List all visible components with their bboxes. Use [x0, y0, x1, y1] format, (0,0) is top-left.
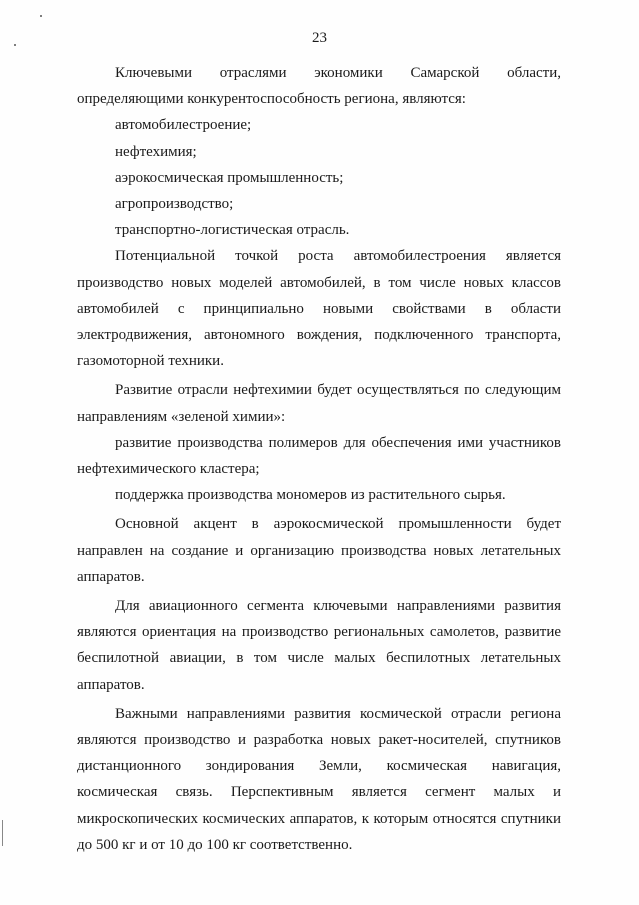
document-body — [77, 60, 561, 858]
list-item-aerospace: аэрокосмическая промышленность; — [115, 169, 344, 186]
page-number: 23 — [312, 30, 327, 46]
scan-edge-mark — [2, 820, 3, 846]
list-item-logistics: транспортно-логистическая отрасль. — [115, 222, 350, 239]
paragraph-petrochemistry: Развитие отрасли нефтехимии будет осуществляться по следующим направлениям «зеленой химии»: — [77, 382, 561, 425]
list-item-agriculture: агропроизводство; — [115, 196, 234, 213]
paragraph-key-industries: Ключевыми отраслями экономики Самарской области, определяющими конкурентоспособность региона, являются: — [77, 65, 561, 108]
paragraph-automotive-growth: Потенциальной точкой роста автомобилестроения является производство новых моделей автомобилей, в том числе новых классов автомобилей с принципиально новыми свойствами в области электродвижения, автономного вождения, подключенного транспорта, газомоторной техники. — [77, 248, 561, 370]
list-item-automotive: автомобилестроение; — [115, 117, 252, 134]
scan-speck — [40, 15, 42, 17]
list-item-petrochemistry: нефтехимия; — [115, 143, 197, 160]
list-item-monomers: поддержка производства мономеров из растительного сырья. — [115, 487, 506, 504]
list-item-polymers: развитие производства полимеров для обеспечения ими участников нефтехимического кластера; — [77, 434, 561, 478]
paragraph-aerospace-focus: Основной акцент в аэрокосмической промышленности будет направлен на создание и организацию производства новых летательных аппаратов. — [77, 516, 561, 585]
paragraph-aviation: Для авиационного сегмента ключевыми направлениями развития являются ориентация на производство региональных самолетов, развитие беспилотной авиации, в том числе малых беспилотных летательных аппаратов. — [77, 598, 561, 693]
paragraph-space: Важными направлениями развития космической отрасли региона являются производство и разработка новых ракет-носителей, спутников дистанционного зондирования Земли, космическая навигация, космическая связь. Перспективным является сегмент малых и микроскопических космических аппаратов, к которым относятся спутники до 500 кг и от 10 до 100 кг соответственно. — [77, 705, 561, 853]
